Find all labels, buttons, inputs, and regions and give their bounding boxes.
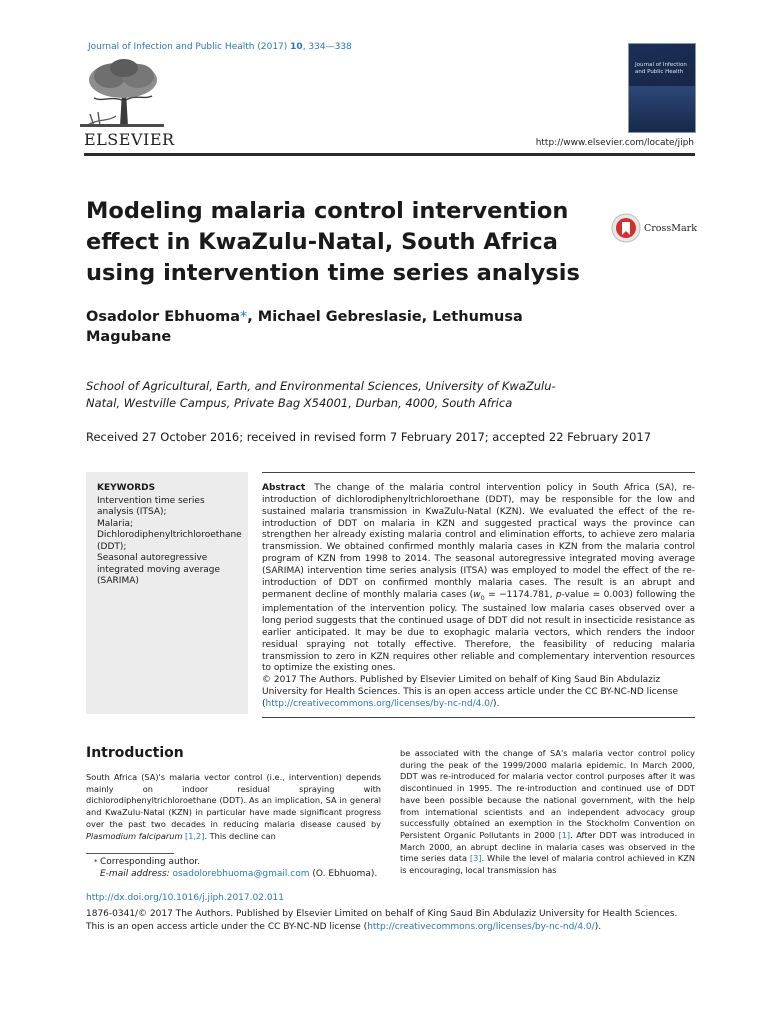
intro-text: . After DDT was introduced in March 2000, an abrupt decline in malaria cases was observed in the time series data <box>400 829 696 864</box>
copyright-text: © 2017 The Authors. Published by Elsevier Limited on behalf of King Saud Bin Abdulaziz University for Health Sciences. This is an open access article under the CC BY-NC-ND license ( <box>262 675 679 709</box>
journal-volume: 10 <box>290 42 303 52</box>
abstract-label: Abstract <box>262 483 306 493</box>
corresponding-author-footnote <box>86 856 386 880</box>
license-end: ). <box>594 922 602 932</box>
elsevier-tree-logo-icon <box>80 56 164 128</box>
article-title: Modeling malaria control intervention effect in KwaZulu-Natal, South Africa using intervention time series analysis <box>86 198 580 286</box>
issn-copyright <box>86 908 698 934</box>
copyright-end: ). <box>493 698 500 709</box>
abstract-text-part2: -value = 0.003) following the implementation of the intervention policy. The sustained low malaria cases observed over a long period suggests that the continued usage of DDT did not result in insecticide resistance as earlier anticipated. It may be due to exophagic malaria vectors, which renders the indoor residual spraying not totally effective. Therefore, the feasibility of reducing malaria transmission to zero in KZN requires other reliable and complementary intervention resources to optimize the existing ones. <box>262 589 695 674</box>
journal-year: (2017) <box>257 42 288 52</box>
intro-text: . While the level of malaria control achieved in KZN is encouraging, local transmission has <box>400 853 695 876</box>
keyword-item[interactable]: Seasonal autoregressive integrated moving average (SARIMA) <box>97 553 221 586</box>
author-name[interactable]: Osadolor Ebhuoma <box>86 309 240 325</box>
citation-link[interactable]: [1] <box>558 829 571 840</box>
journal-pages: , 334—338 <box>302 42 352 52</box>
cover-title: Journal of Infection and Public Health <box>635 62 687 75</box>
doi-link[interactable]: http://dx.doi.org/10.1016/j.jiph.2017.02.011 <box>86 893 284 903</box>
footnote-divider <box>86 853 174 854</box>
footer-license-link[interactable]: http://creativecommons.org/licenses/by-nc-nd/4.0/ <box>367 922 595 932</box>
intro-text: . This decline can <box>204 830 276 841</box>
section-heading-introduction: Introduction <box>86 745 184 761</box>
received-dates: Received 27 October 2016; received in revised form 7 February 2017; accepted 22 February 2017 <box>86 430 652 444</box>
cover-graphic <box>629 86 695 132</box>
corresponding-author-mark[interactable]: * <box>240 309 248 325</box>
intro-right-column <box>400 748 695 877</box>
abstract-bottom-rule <box>262 717 695 718</box>
citation-link[interactable]: [3] <box>469 853 482 864</box>
abstract-body <box>262 483 695 711</box>
abstract-copyright <box>262 675 695 711</box>
p-symbol: p <box>555 589 562 600</box>
author-list <box>86 307 546 347</box>
keyword-item[interactable]: Intervention time series analysis (ITSA); <box>97 495 205 517</box>
email-owner: (O. Ebhuoma). <box>309 869 378 879</box>
abstract-top-rule <box>262 472 695 473</box>
w-value: = −1174.781, <box>484 589 556 600</box>
author-affiliation: School of Agricultural, Earth, and Environmental Sciences, University of KwaZulu-Natal, Westville Campus, Private Bag X54001, Durban, 4000, South Africa <box>86 379 556 410</box>
license-text: This is an open access article under the CC BY-NC-ND license ( <box>86 922 368 932</box>
crossmark-button[interactable] <box>611 213 697 243</box>
journal-homepage-link[interactable]: http://www.elsevier.com/locate/jiph <box>535 138 694 148</box>
issn-line: 1876-0341/© 2017 The Authors. Published by Elsevier Limited on behalf of King Saud Bin Abdulaziz University for Health Sciences. <box>86 909 678 919</box>
footnote-email-line <box>86 868 386 880</box>
email-label: E-mail address: <box>100 869 170 879</box>
footnote-corresponding: Corresponding author. <box>100 857 201 867</box>
intro-left-column <box>86 772 381 842</box>
citation-link[interactable]: [1,2] <box>185 830 205 841</box>
license-link[interactable]: http://creativecommons.org/licenses/by-nc-nd/4.0/ <box>265 698 493 709</box>
species-name: Plasmodium falciparum <box>86 830 183 841</box>
crossmark-label: CrossMark <box>644 222 697 234</box>
crossmark-icon <box>611 213 641 243</box>
journal-citation[interactable] <box>88 42 352 52</box>
publisher-name: ELSEVIER <box>84 130 175 149</box>
header-divider <box>84 153 695 156</box>
keywords-panel <box>86 472 248 714</box>
journal-name: Journal of Infection and Public Health <box>88 42 255 52</box>
keyword-item[interactable]: Dichlorodiphenyltrichloroethane (DDT); <box>97 530 242 552</box>
keywords-heading: KEYWORDS <box>97 483 156 493</box>
author-email-link[interactable]: osadolorebhuoma@gmail.com <box>172 869 310 879</box>
abstract-text-part1: The change of the malaria control intervention policy in South Africa (SA), re-introduction of dichlorodiphenyltrichloroethane (DDT), may be responsible for the low and sustained malaria transmission in KwaZulu-Natal (KZN). We evaluated the effect of the re-introduction of DDT on malaria in KZN and suggested practical ways the province can strengthen her already existing malaria control and elimination efforts, to achieve zero malaria transmission. We obtained confirmed monthly malaria cases in KZN from the malaria control program of KZN from 1998 to 2014. The seasonal autoregressive integrated moving average (SARIMA) intervention time series analysis (ITSA) was employed to model the effect of the re-introduction of DDT on confirmed monthly malaria cases. The result is an abrupt and permanent decline of monthly malaria cases ( <box>262 483 695 600</box>
journal-cover-image[interactable] <box>628 43 696 133</box>
w-symbol: w <box>473 589 481 600</box>
footnote-mark: * <box>94 858 98 866</box>
intro-text: South Africa (SA)'s malaria vector control (i.e., intervention) depends mainly on indoor residual spraying with dichlorodiphenyltrichloroethane (DDT). As an implication, SA in general and KwaZulu-Natal (KZN) in particular have made significant progress over the past two decades in reducing malaria disease caused by <box>86 772 381 829</box>
keyword-item[interactable]: Malaria; <box>97 518 134 529</box>
intro-text: be associated with the change of SA's malaria vector control policy during the peak of the 1999/2000 malaria epidemic. In March 2000, DDT was re-introduced for malaria vector control purposes after it was discontinued in 1995. The re-introduction and continued use of DDT have been possible because the national government, with the help from international scientists and an independent advocacy group successfully obtained an exemption in the Stockholm Convention on Persistent Organic Pollutants in 2000 <box>400 748 695 840</box>
w-subscript: 0 <box>480 593 485 602</box>
author-names-rest[interactable]: , Michael Gebreslasie, Lethumusa Magubane <box>86 309 523 345</box>
